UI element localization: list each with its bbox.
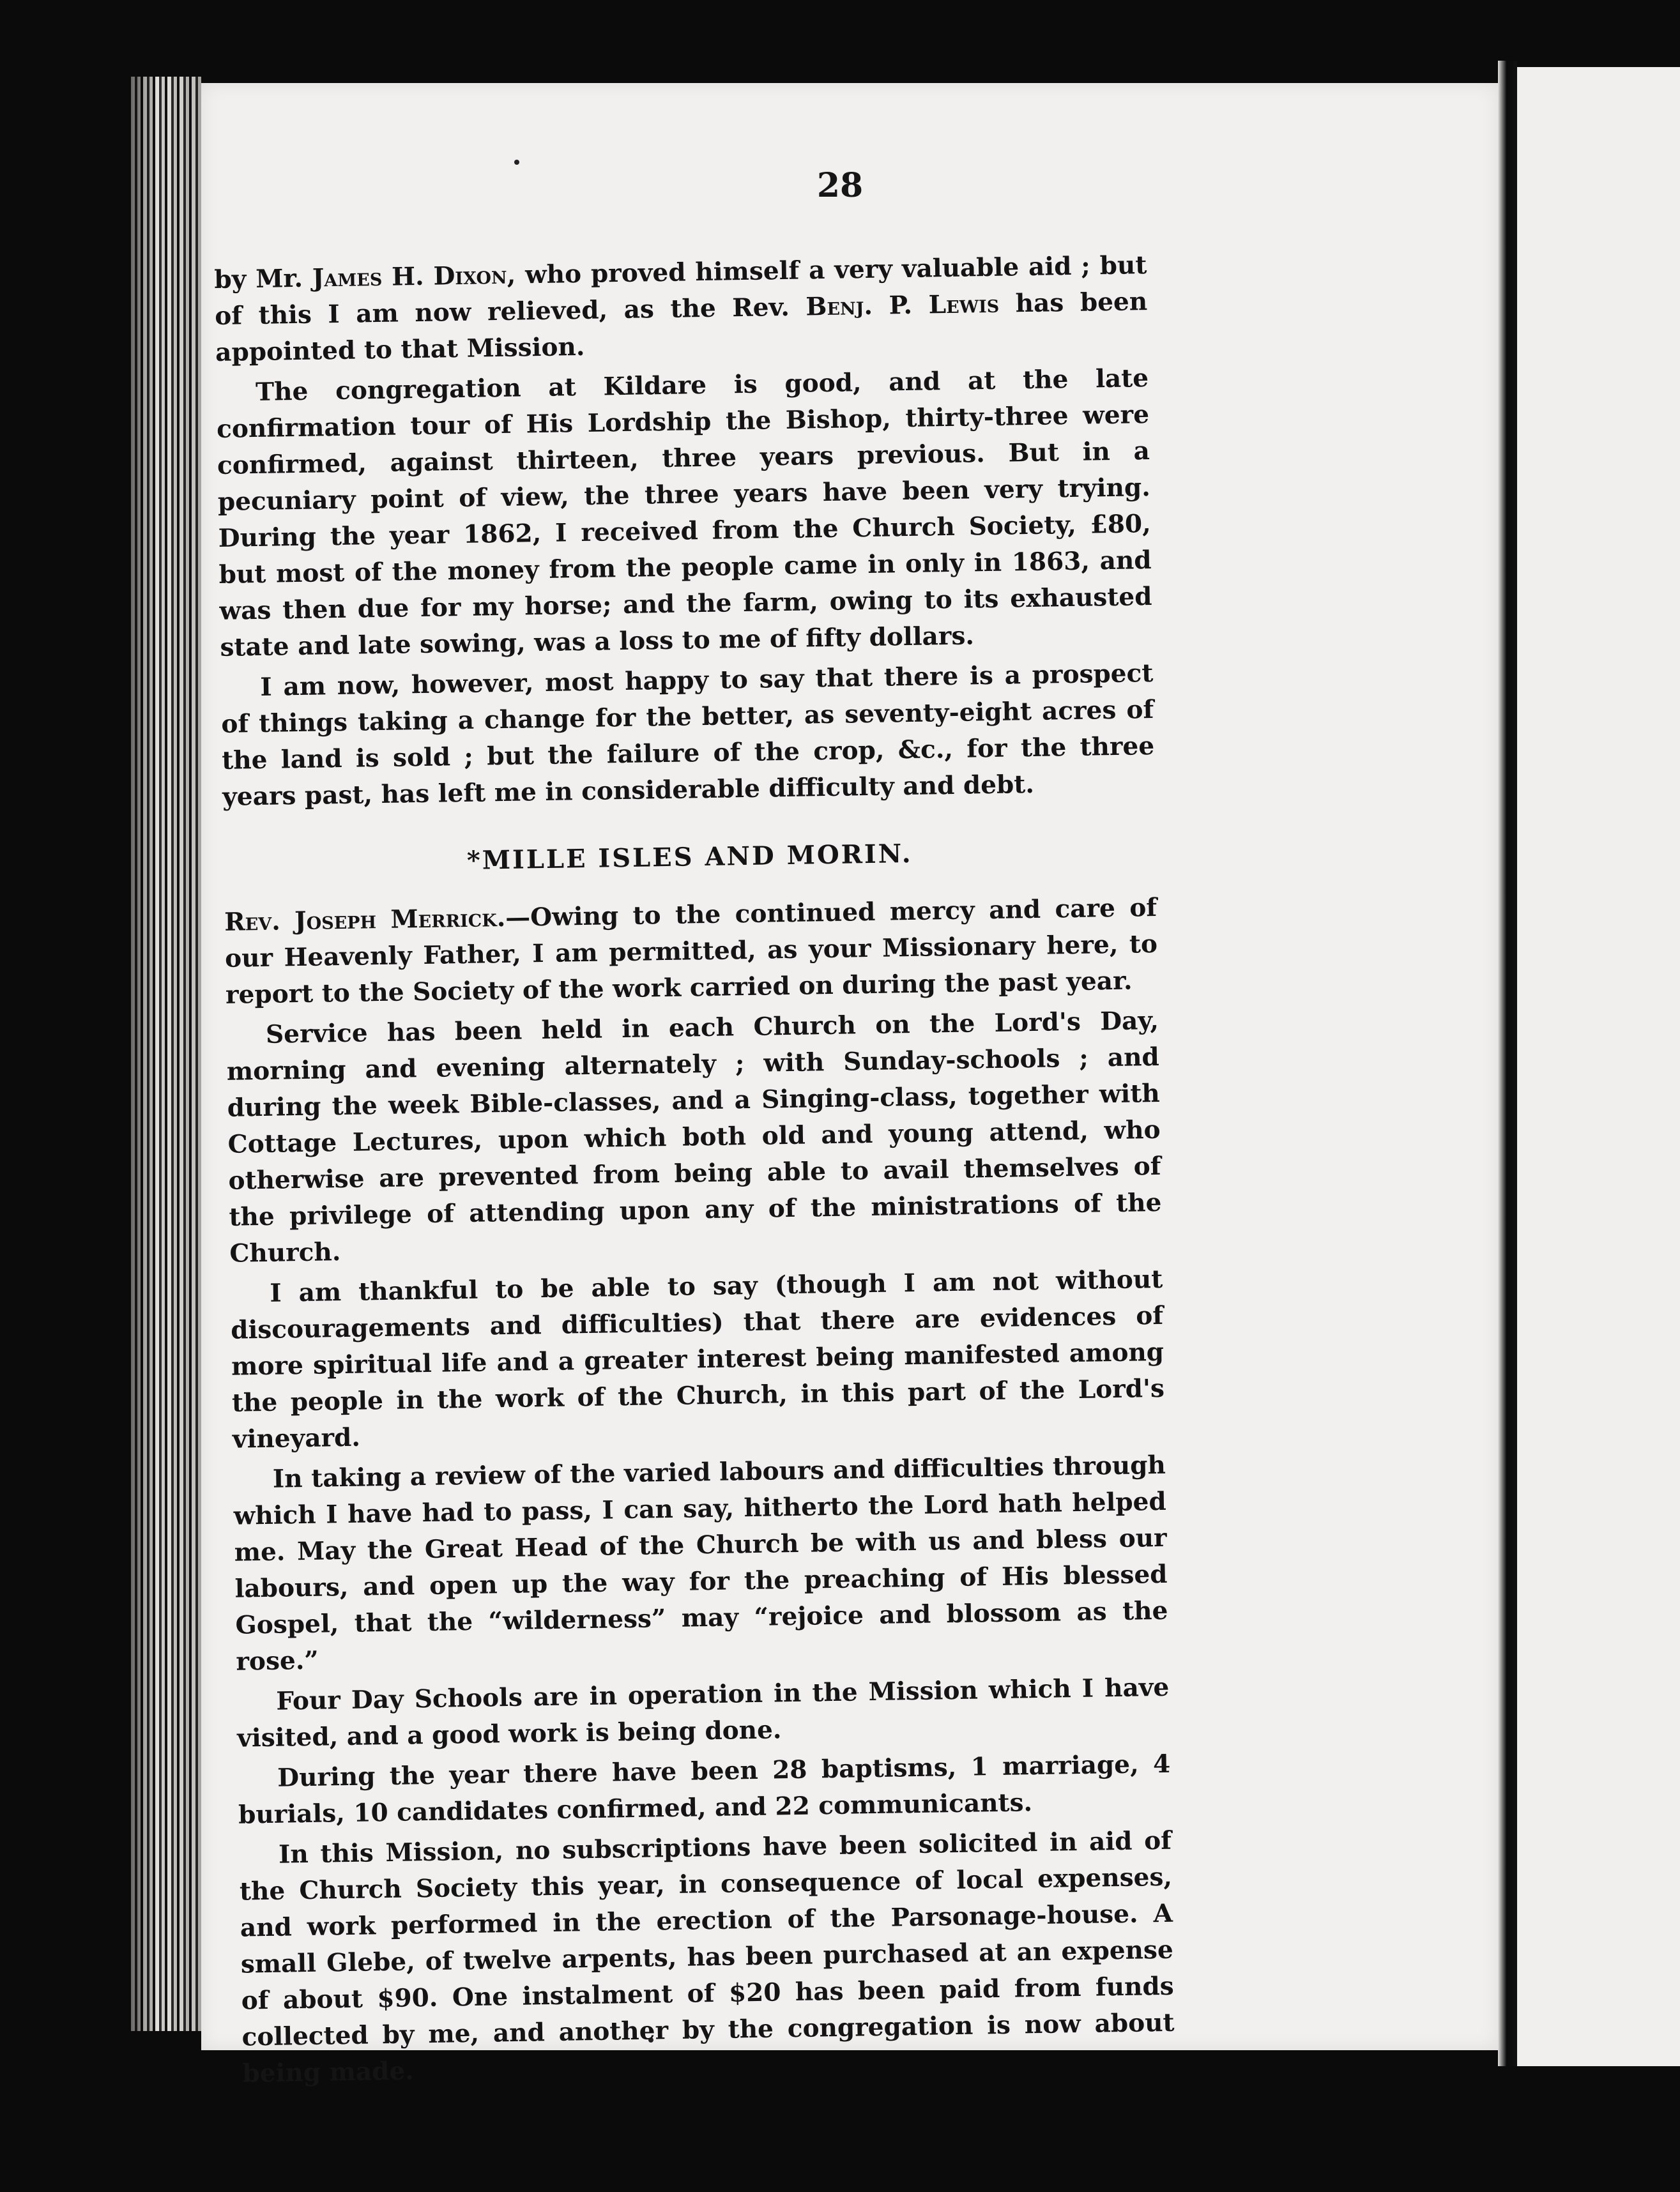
text-run: Four Day Schools are in operation in the Mission which I have visited, and a good work is being done. <box>236 1672 1170 1753</box>
text-run: I am thankful to be able to say (though I am not without discouragements and difficulties) that there are evidences of more spiritual life and a greater interest being manifested among the people in the work of the Church, in this part of the Lord's vineyard. <box>230 1264 1165 1454</box>
text-run: In this Mission, no subscriptions have been solicited in aid of the Church Society this year, in consequence of local expenses, and work performed in the erection of the Parsonage-house. A small Glebe, of twelve arpents, has been purchased at an expense of about $90. One instalment of $20 has been paid from funds collected by me, and another by the congregation is now about being made. <box>239 1825 1175 2089</box>
small-caps-name: Benj. <box>806 291 873 322</box>
book-gutter <box>1498 61 1517 2066</box>
text-block-top <box>214 247 1155 816</box>
text-run: , who proved himself a very valuable aid ; but of this I am now relieved, as the Rev. <box>214 250 1147 331</box>
paragraph <box>236 1670 1170 1757</box>
text-run: —Owing to the continued mercy and care of our Heavenly Father, I am permitted, as your Missionary here, to report to the Society of the work carried on during the past year. <box>224 892 1158 1010</box>
text-run: H. <box>381 261 434 292</box>
text-run: During the year there have been 28 baptisms, 1 marriage, 4 burials, 10 candidates confirmed, and 22 communicants. <box>238 1749 1171 1830</box>
facing-page-edge <box>1517 67 1680 2066</box>
page-number: 28 <box>816 166 864 205</box>
text-block-bottom <box>224 890 1175 2092</box>
text-run: by Mr. <box>214 263 313 294</box>
paragraph <box>214 247 1149 371</box>
text-run: The congregation at Kildare is good, and at the late confirmation tour of His Lordship the Bishop, thirty-three were confirmed, against thirteen, three years previous. But in a pecuniary point of view, the three years have been very trying. During the year 1862, I received from the Church Society, £80, but most of the money from the people came in only in 1863, and was then due for my horse; and the farm, owing to its exhausted state and late sowing, was a loss to me of fifty dollars. <box>216 363 1152 662</box>
paragraph <box>224 890 1159 1014</box>
page-text <box>214 247 1175 2096</box>
paragraph <box>233 1447 1169 1680</box>
small-caps-name: Rev. Joseph Merrick. <box>224 902 506 937</box>
text-run: I am now, however, most happy to say that there is a prospect of things taking a change for the better, as seventy-eight acres of the land is sold ; but the failure of the crop, &c., for the three years past, has left me in considerable difficulty and debt. <box>221 658 1155 812</box>
text-run: Service has been held in each Church on the Lord's Day, morning and evening alternately ; with Sunday-schools ; and during the week Bible-classes, and a Singing-class, together with Cottage Lectures, upon which both old and young attend, who otherwise are prevented from being able to avail themselves of the privilege of attending upon any of the ministrations of the Church. <box>226 1005 1162 1268</box>
small-caps-name: Lewis <box>928 289 1000 320</box>
small-caps-name: Dixon <box>433 260 507 291</box>
text-run: P. <box>872 290 929 321</box>
paragraph <box>230 1261 1165 1458</box>
small-caps-name: James <box>312 262 383 293</box>
page-edge-shadow <box>131 77 201 2031</box>
section-heading: *MILLE ISLES AND MORIN. <box>466 838 913 876</box>
ink-speck <box>514 160 519 165</box>
paragraph <box>226 1003 1163 1272</box>
paragraph <box>220 655 1155 816</box>
paragraph <box>238 1746 1172 1834</box>
paragraph <box>239 1823 1175 2092</box>
text-run: has been appointed to that Mission. <box>215 287 1148 367</box>
paragraph <box>216 360 1153 666</box>
text-run: In taking a review of the varied labours and difficulties through which I have had to pass, I can say, hitherto the Lord hath helped me. May the Great Head of the Church be with us and bless our labours, and open up the way for the preaching of His blessed Gospel, that the “wilderness” may “rejoice and blossom as the rose.” <box>233 1450 1168 1677</box>
